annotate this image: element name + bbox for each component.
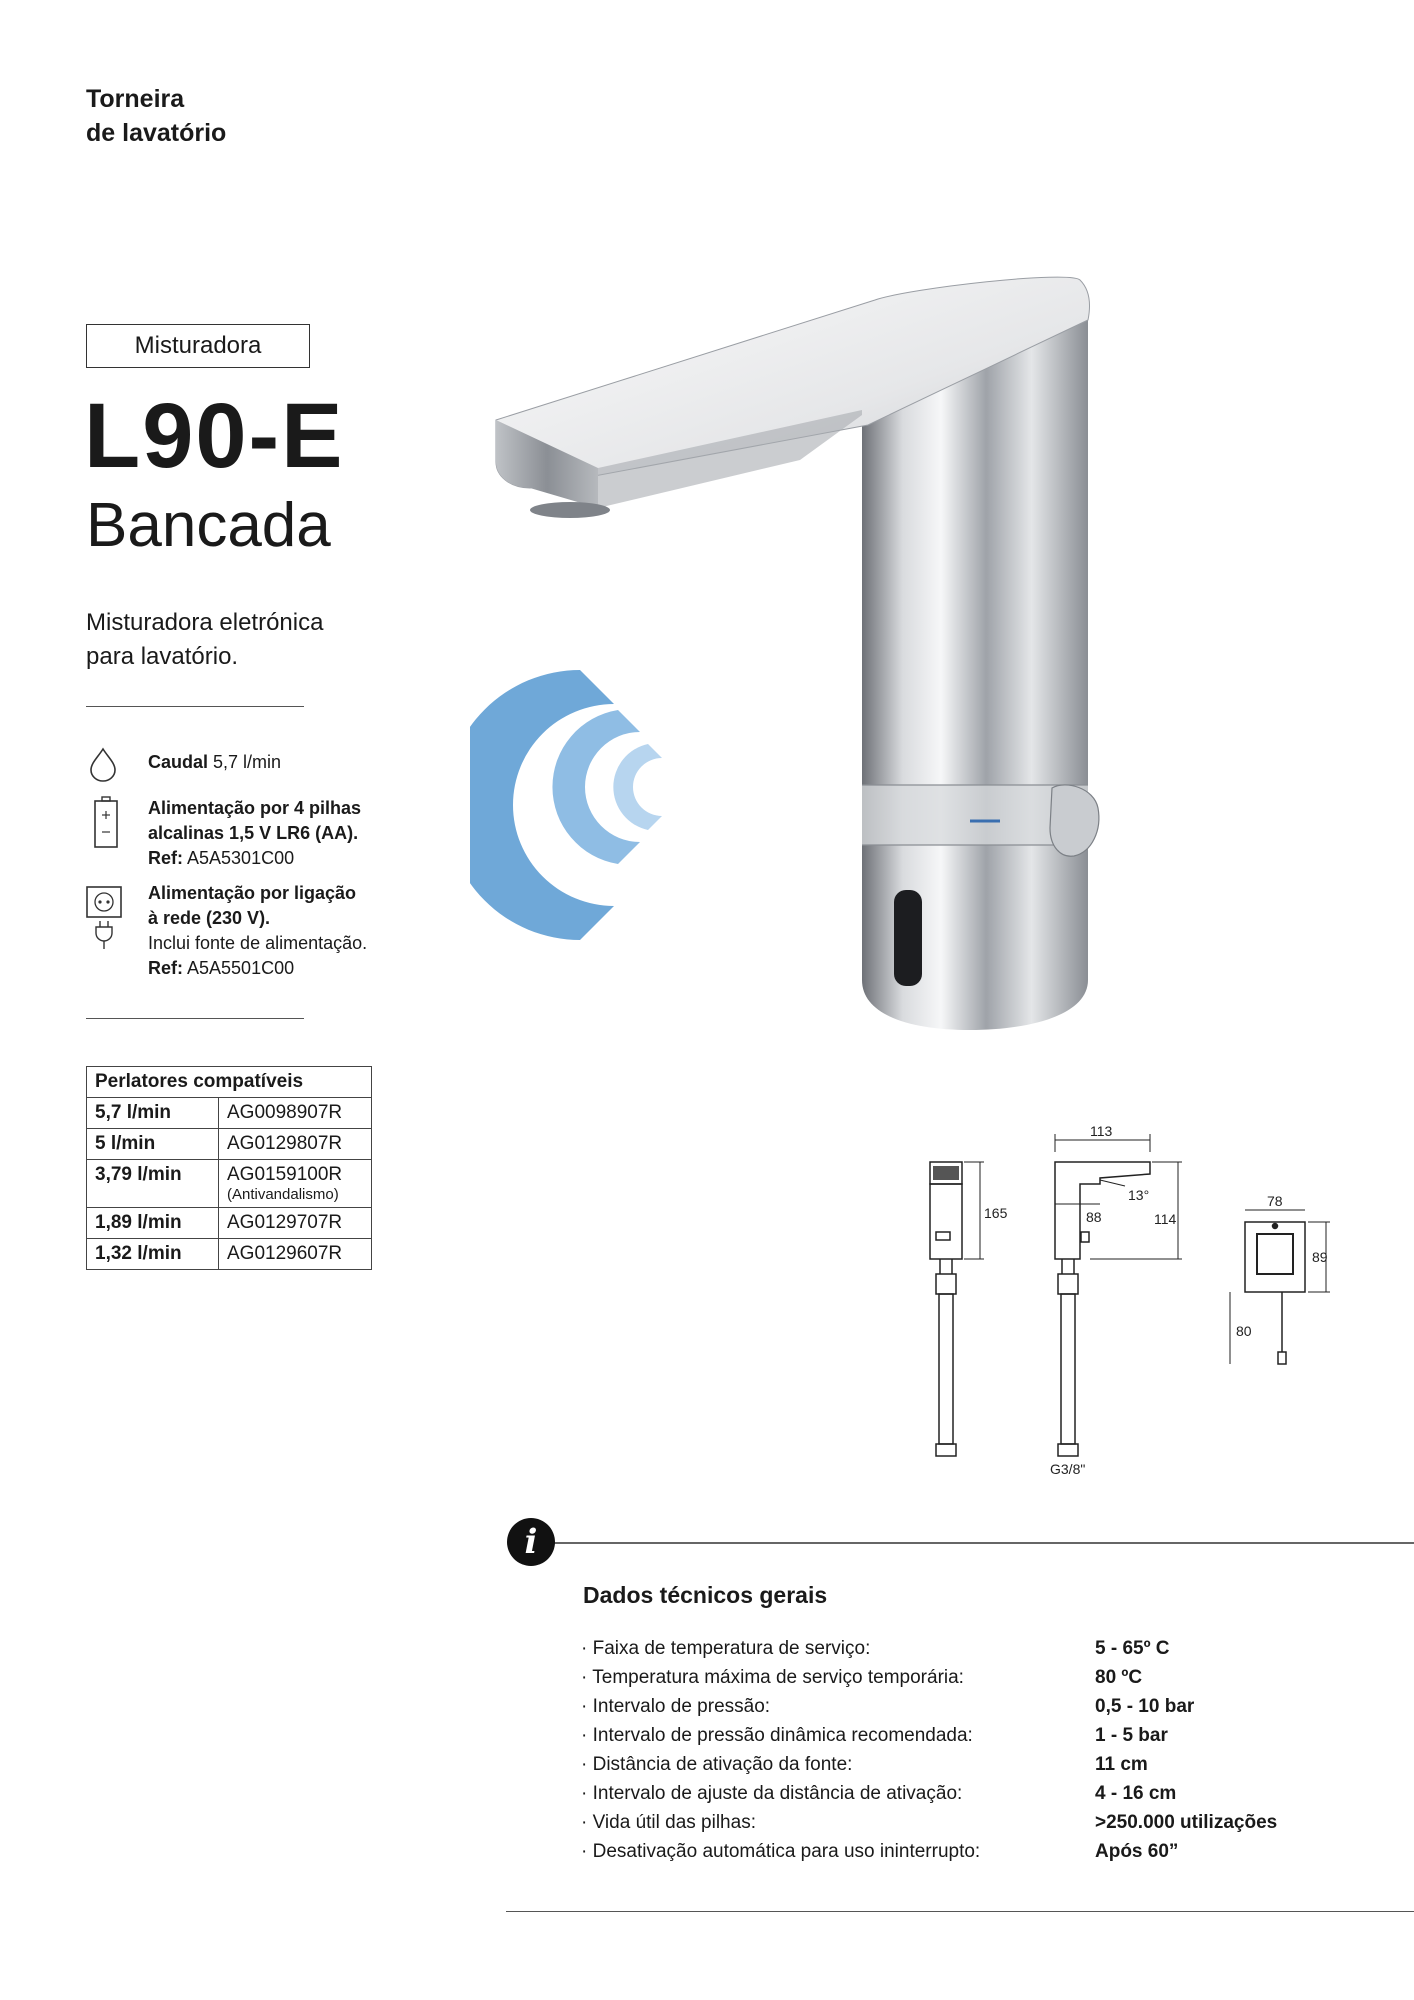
mains-line-2: à rede (230 V). — [148, 908, 271, 928]
battery-ref-value: A5A5301C00 — [183, 848, 295, 868]
spec-label: · Temperatura máxima de serviço temporária: — [581, 1667, 964, 1688]
dim-88: 88 — [1086, 1209, 1102, 1225]
feature-mains — [86, 881, 426, 981]
aerator-ref: AG0129807R — [219, 1129, 372, 1160]
dim-78: 78 — [1267, 1193, 1283, 1209]
sensor-wave-inner — [613, 744, 662, 830]
list-item — [581, 1808, 1341, 1837]
aerator-ref: AG0129607R — [219, 1239, 372, 1270]
dim-165: 165 — [984, 1205, 1008, 1221]
technical-drawings — [900, 1122, 1340, 1482]
spec-value: 5 - 65º C — [1095, 1638, 1170, 1659]
faucet-product-image — [470, 240, 1110, 1040]
dim-113: 113 — [1090, 1123, 1113, 1139]
list-item — [581, 1750, 1341, 1779]
info-divider — [534, 1542, 1414, 1544]
model-subtitle: Bancada — [86, 491, 331, 560]
product-type-badge: Misturadora — [86, 324, 310, 368]
feature-flow — [86, 746, 426, 775]
technical-list — [581, 1634, 1341, 1866]
sensor-wave-outer — [470, 670, 614, 940]
mains-ref-label: Ref: — [148, 958, 183, 978]
list-item — [581, 1692, 1341, 1721]
aerator-note: (Antivandalismo) — [227, 1186, 339, 1203]
dim-89: 89 — [1312, 1249, 1328, 1265]
description-line-1: Misturadora eletrónica — [86, 609, 324, 636]
aerator-flow: 5 l/min — [87, 1129, 219, 1160]
aerator-flow: 5,7 l/min — [87, 1098, 219, 1129]
spec-label: · Vida útil das pilhas: — [581, 1812, 756, 1833]
info-icon: i — [507, 1518, 555, 1566]
flow-label: Caudal — [148, 752, 209, 772]
dim-114: 114 — [1154, 1211, 1177, 1227]
product-description — [86, 606, 416, 674]
battery-ref-label: Ref: — [148, 848, 183, 868]
aerator-flow: 1,32 l/min — [87, 1239, 219, 1270]
feature-battery — [86, 796, 426, 871]
list-item — [581, 1634, 1341, 1663]
aerator-ref-cell — [219, 1160, 372, 1208]
dim-connection: G3/8" — [1050, 1461, 1086, 1477]
bottom-divider — [506, 1911, 1414, 1912]
technical-title: Dados técnicos gerais — [583, 1582, 828, 1608]
spec-value: >250.000 utilizações — [1095, 1812, 1278, 1833]
table-row — [87, 1098, 372, 1129]
spec-label: · Distância de ativação da fonte: — [581, 1754, 853, 1775]
aerators-table — [86, 1066, 372, 1270]
aerator-ref: AG0159100R — [227, 1164, 343, 1185]
spec-value: 11 cm — [1095, 1754, 1148, 1775]
table-row — [87, 1129, 372, 1160]
power-socket-plug-icon — [86, 881, 126, 953]
divider-top — [86, 706, 304, 707]
table-row — [87, 1160, 372, 1208]
list-item — [581, 1837, 1341, 1866]
table-header-row — [87, 1067, 372, 1098]
battery-line-2: alcalinas 1,5 V LR6 (AA). — [148, 823, 359, 843]
flow-value: 5,7 l/min — [208, 752, 282, 772]
table-header: Perlatores compatíveis — [87, 1067, 372, 1098]
mains-included: Inclui fonte de alimentação. — [148, 933, 368, 953]
spec-label: · Faixa de temperatura de serviço: — [581, 1638, 871, 1659]
aerator-flow: 1,89 l/min — [87, 1208, 219, 1239]
aerator-ref: AG0129707R — [219, 1208, 372, 1239]
water-drop-icon — [86, 746, 120, 782]
spec-value: 1 - 5 bar — [1095, 1725, 1168, 1746]
category-line-2: de lavatório — [86, 119, 227, 147]
dim-angle: 13° — [1128, 1187, 1150, 1203]
model-name: L90-E — [84, 385, 345, 487]
spec-value: 0,5 - 10 bar — [1095, 1696, 1195, 1717]
spec-value: Após 60” — [1095, 1841, 1179, 1862]
spec-label: · Intervalo de ajuste da distância de ativação: — [581, 1783, 963, 1804]
divider-bottom — [86, 1018, 304, 1019]
spec-label: · Intervalo de pressão dinâmica recomendada: — [581, 1725, 973, 1746]
spec-label: · Intervalo de pressão: — [581, 1696, 771, 1717]
spec-value: 80 ºC — [1095, 1667, 1143, 1688]
description-line-2: para lavatório. — [86, 643, 239, 670]
spec-label: · Desativação automática para uso ininterrupto: — [581, 1841, 981, 1862]
battery-icon — [90, 796, 124, 850]
list-item — [581, 1663, 1341, 1692]
list-item — [581, 1721, 1341, 1750]
aerator-flow: 3,79 l/min — [87, 1160, 219, 1208]
mains-line-1: Alimentação por ligação — [148, 883, 357, 903]
category-line-1: Torneira — [86, 85, 185, 113]
mains-ref-value: A5A5501C00 — [183, 958, 295, 978]
list-item — [581, 1779, 1341, 1808]
spec-value: 4 - 16 cm — [1095, 1783, 1177, 1804]
table-row — [87, 1208, 372, 1239]
aerator-ref: AG0098907R — [219, 1098, 372, 1129]
battery-line-1: Alimentação por 4 pilhas — [148, 798, 362, 818]
table-row — [87, 1239, 372, 1270]
category-title — [86, 82, 226, 150]
dim-80: 80 — [1236, 1323, 1252, 1339]
